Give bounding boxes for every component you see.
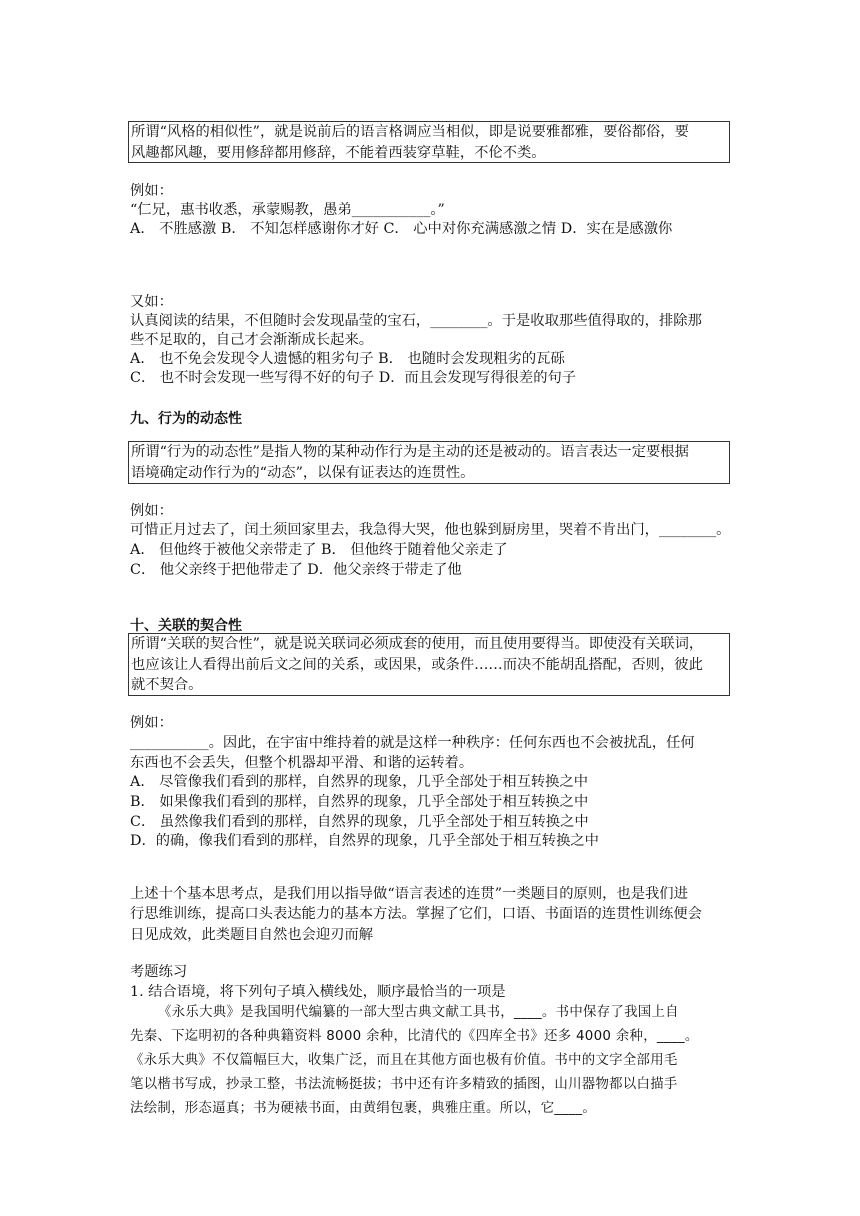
definition-line: 风趣都风趣，要用修辞都用修辞，不能着西装穿草鞋，不伦不类。 xyxy=(131,144,546,161)
example-options: C． 也不时会发现一些写得不好的句子 D．而且会发现写得很差的句子 xyxy=(130,370,577,386)
example-label: 例如： xyxy=(130,183,173,199)
passage-line: 先秦、下迄明初的各种典籍资料 8000 余种，比清代的《四库全书》还多 4000 余种，____。 xyxy=(130,1029,699,1044)
practice-heading: 考题练习 xyxy=(130,964,188,980)
definition-line: 所谓“关联的契合性”，就是说关联词必须成套的使用，而且使用要得当。即使没有关联词， xyxy=(131,636,704,652)
example-option-a: A． 尽管像我们看到的那样，自然界的现象，几乎全部处于相互转换之中 xyxy=(130,774,589,790)
definition-line: 所谓“风格的相似性”，就是说前后的语言格调应当相似，即是说要雅都雅，要俗都俗，要 xyxy=(131,124,689,140)
definition-line: 也应该让人看得出前后文之间的关系，或因果，或条件……而决不能胡乱搭配，否则，彼此 xyxy=(131,656,703,673)
definition-line: 就不契合。 xyxy=(131,677,203,693)
definition-box-correlation xyxy=(128,633,730,696)
passage-line: 笔以楷书写成，抄录工整，书法流畅挺拔；书中还有许多精致的插图，山川器物都以白描手 xyxy=(130,1077,678,1092)
section-heading-10: 十、关联的契合性 xyxy=(130,618,242,634)
summary-line: 行思维训练，提高口头表达能力的基本方法。掌握了它们，口语、书面语的连贯性训练便会 xyxy=(130,906,702,922)
definition-box-action xyxy=(128,441,730,484)
example-question: “仁兄，惠书收悉，承蒙赐教，愚弟___________。” xyxy=(130,202,445,218)
example-option-d: D．的确，像我们看到的那样，自然界的现象，几乎全部处于相互转换之中 xyxy=(130,833,599,849)
example-question: 可惜正月过去了，闰土须回家里去，我急得大哭，他也躲到厨房里，哭着不肯出门，________。 xyxy=(130,522,731,538)
example-question-line: ___________。因此，在宇宙中维持着的就是这样一种秩序：任何东西也不会被扰乱，任何 xyxy=(130,735,695,751)
example-question-line: 东西也不会丢失，但整个机器却平滑、和谐的运转着。 xyxy=(130,755,474,771)
example-options: A． 但他终于被他父亲带走了 B． 但他终于随着他父亲走了 xyxy=(130,542,508,558)
example-options: C． 他父亲终于把他带走了 D．他父亲终于带走了他 xyxy=(130,562,462,578)
definition-line: 所谓“行为的动态性”是指人物的某种动作行为是主动的还是被动的。语言表达一定要根据 xyxy=(131,444,689,460)
practice-question-1: 1. 结合语境，将下列句子填入横线处，顺序最恰当的一项是 xyxy=(130,984,506,1000)
passage-line: 法绘制，形态逼真；书为硬裱书面，由黄绢包裹，典雅庄重。所以，它____。 xyxy=(130,1101,597,1116)
definition-line: 语境确定动作行为的“动态”，以保有证表达的连贯性。 xyxy=(131,464,475,481)
example-label: 例如： xyxy=(130,503,173,519)
example-label: 例如： xyxy=(130,715,173,731)
example-options: A． 不胜感激 B． 不知怎样感谢你才好 C． 心中对你充满感激之情 D．实在是感激你 xyxy=(130,221,673,237)
summary-line: 上述十个基本思考点，是我们用以指导做“语言表述的连贯”一类题目的原则，也是我们进 xyxy=(130,886,688,902)
section-heading-9: 九、行为的动态性 xyxy=(130,411,242,427)
example-option-b: B． 如果像我们看到的那样，自然界的现象，几乎全部处于相互转换之中 xyxy=(130,794,589,810)
summary-line: 日见成效，此类题目自然也会迎刃而解 xyxy=(130,927,374,943)
definition-box-style xyxy=(128,121,730,163)
example-option-c: C． 虽然像我们看到的那样，自然界的现象，几乎全部处于相互转换之中 xyxy=(130,814,589,830)
example-question-line: 认真阅读的结果，不但随时会发现晶莹的宝石，________。于是收取那些值得取的，排除那 xyxy=(130,313,702,329)
example-question-line: 些不足取的，自己才会渐渐成长起来。 xyxy=(130,332,374,348)
example-label: 又如： xyxy=(130,294,173,310)
passage-line: 《永乐大典》不仅篇幅巨大，收集广泛，而且在其他方面也极有价值。书中的文字全部用毛 xyxy=(130,1053,678,1068)
example-options: A． 也不免会发现令人遗憾的粗劣句子 B． 也随时会发现粗劣的瓦砾 xyxy=(130,351,565,367)
passage-line: 《永乐大典》是我国明代编纂的一部大型古典文献工具书，____。书中保存了我国上自 xyxy=(158,1005,679,1020)
